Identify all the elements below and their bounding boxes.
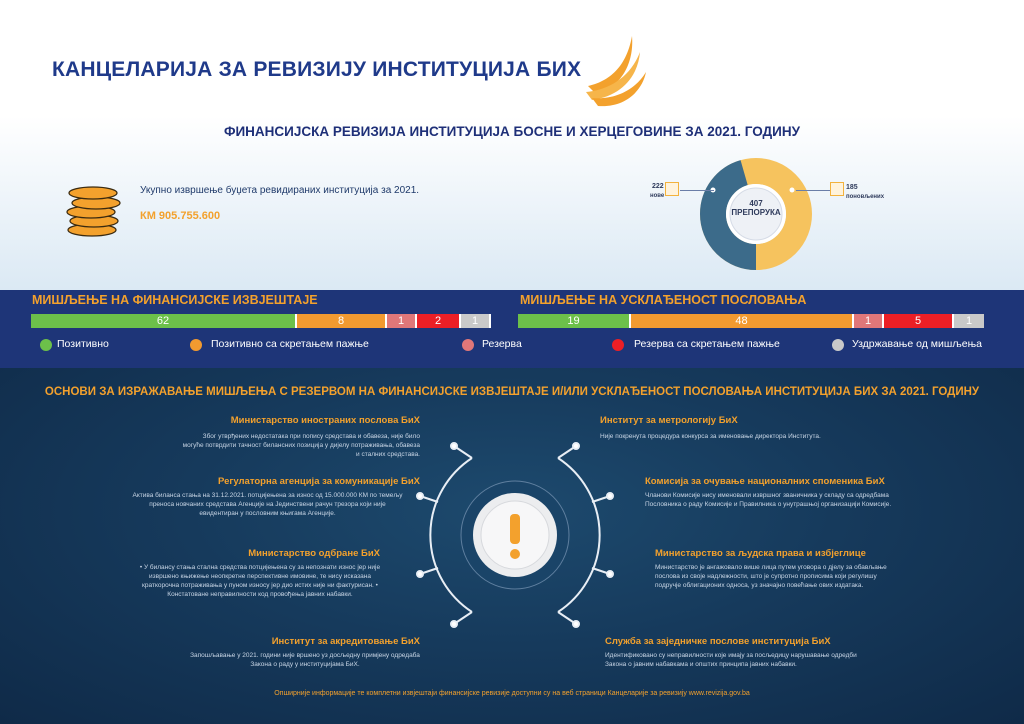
report-subtitle: ФИНАНСИЈСКА РЕВИЗИЈА ИНСТИТУЦИЈА БОСНЕ И ХЕРЦЕГОВИНЕ ЗА 2021. ГОДИНУ bbox=[223, 124, 801, 139]
legend-positive-emphasis-dot bbox=[190, 339, 202, 351]
org-title: КАНЦЕЛАРИЈА ЗА РЕВИЗИЈУ ИНСТИТУЦИЈА БИХ bbox=[52, 58, 582, 81]
ground-title-6: Комисија за очување националних споменика БиХ bbox=[645, 476, 885, 487]
warning-wheel bbox=[410, 440, 620, 630]
ground-title-2: Регулаторна агенција за комуникације БиХ bbox=[218, 476, 420, 487]
ground-title-5: Институт за метрологију БиХ bbox=[600, 415, 738, 426]
new-connector-line bbox=[680, 190, 714, 191]
ground-text-8: Идентификовано су неправилности које имају за посљедицу нарушавање одредби Закона о јавним набавкама и општих принципа јавних набавки. bbox=[605, 652, 857, 668]
financial-reserve-emphasis-segment: 2 bbox=[417, 314, 461, 328]
repeated-connector-line bbox=[796, 190, 830, 191]
grounds-title: ОСНОВИ ЗА ИЗРАЖАВАЊЕ МИШЉЕЊА С РЕЗЕРВОМ НА ФИНАНСИЈСКЕ ИЗВЈЕШТАЈЕ И/ИЛИ УСКЛАЂЕНОСТ ПОСЛОВАЊА ИНСТИТУЦИЈА БИХ ЗА 2021. ГОДИНУ bbox=[44, 386, 980, 398]
ground-text-3: • У билансу стања стална средства потцијењена су за непознати износ јер није извршено књижење неопкретне перспективне имовине, те нису исказана краткорочна потраживања у пуном износу јер дио истих није ни фактурисан. • Констатоване неправилности код провођења јавних набавки. bbox=[139, 564, 381, 598]
legend-reserve-emphasis: Резерва са скретањем пажње bbox=[634, 338, 780, 350]
new-recommendations-label: нове bbox=[650, 193, 665, 199]
legend-reserve: Резерва bbox=[482, 338, 522, 350]
compliance-opinion-bar bbox=[518, 314, 984, 328]
legend-withheld: Уздржавање од мишљења bbox=[852, 338, 982, 350]
financial-opinion-bar bbox=[31, 314, 491, 328]
ground-text-4: Запошљавање у 2021. години није вршено уз досљедну примјену одредаба Закона о раду у институцијама БиХ. bbox=[190, 652, 420, 668]
compliance-reserve-segment: 1 bbox=[854, 314, 884, 328]
coins-icon bbox=[64, 180, 126, 240]
ground-text-6: Чланови Комисије нису именовали извршног званичника у складу са одредбама Пословника о раду Комисије и Правилника о унутрашњој организацији Комисије. bbox=[645, 492, 892, 508]
recommendations-total-number: 407 bbox=[749, 199, 763, 208]
new-recommendations-icon bbox=[665, 182, 679, 196]
ground-title-1: Министарство иностраних послова БиХ bbox=[230, 415, 420, 426]
header-section bbox=[0, 0, 1024, 290]
legend-positive: Позитивно bbox=[57, 338, 109, 350]
financial-positive-segment: 62 bbox=[31, 314, 297, 328]
new-recommendations-number: 222 bbox=[652, 183, 664, 190]
recommendations-total-label: ПРЕПОРУКА bbox=[731, 208, 781, 217]
ground-text-1: Због утврђених недостатака при попису средстава и обавеза, није било могуће потврдити тачност билансних позиција у дијелу потраживања, обавеза и сталних средстава. bbox=[182, 433, 420, 458]
legend-withheld-dot bbox=[832, 339, 844, 351]
ground-title-7: Министарство за људска права и избјеглице bbox=[655, 548, 866, 559]
repeated-recommendations-number: 185 bbox=[846, 184, 858, 191]
legend-positive-dot bbox=[40, 339, 52, 351]
recommendations-total bbox=[722, 199, 790, 217]
financial-withheld-segment: 1 bbox=[461, 314, 489, 328]
legend-reserve-emphasis-dot bbox=[612, 339, 624, 351]
ground-title-3: Министарство одбране БиХ bbox=[248, 548, 380, 559]
financial-positive-emphasis-segment: 8 bbox=[297, 314, 387, 328]
budget-label: Укупно извршење буџета ревидираних институција за 2021. bbox=[140, 185, 420, 196]
repeated-recommendations-label: поновљених bbox=[846, 194, 885, 200]
compliance-opinion-title: МИШЉЕЊЕ НА УСКЛАЂЕНОСТ ПОСЛОВАЊА bbox=[520, 293, 807, 307]
compliance-positive-emphasis-segment: 48 bbox=[631, 314, 854, 328]
compliance-reserve-emphasis-segment: 5 bbox=[884, 314, 954, 328]
financial-opinion-title: МИШЉЕЊЕ НА ФИНАНСИЈСКЕ ИЗВЈЕШТАЈЕ bbox=[32, 293, 318, 307]
legend-positive-emphasis: Позитивно са скретањем пажње bbox=[211, 338, 369, 350]
compliance-positive-segment: 19 bbox=[518, 314, 631, 328]
legend-reserve-dot bbox=[462, 339, 474, 351]
ground-title-8: Служба за заједничке послове институција БиХ bbox=[605, 636, 831, 647]
repeated-recommendations-icon bbox=[830, 182, 844, 196]
budget-value: КМ 905.755.600 bbox=[140, 210, 221, 222]
ground-text-7: Министарство је ангажовало више лица путем уговора о дјелу за обављање послова из своје надлежности, што је супротно прописима који регулишу подручје облигационих односа, уз значајно повећање ових издатака. bbox=[655, 564, 887, 589]
footer-note: Опширније информације те комплетни извјештаји финансијске ревизије доступни су на веб страници Канцеларије за ревизију www.revizija.gov.ba bbox=[274, 690, 750, 697]
office-logo-icon bbox=[578, 30, 650, 112]
ground-text-2: Актива биланса стања на 31.12.2021. потцијењена за износ од 15.000.000 КМ по темељу преноса новчаних средстава Агенције на Јединствени рачун трезора који није евидентиран у пословним књигама Агенције. bbox=[132, 492, 403, 517]
ground-title-4: Институт за акредитовање БиХ bbox=[271, 636, 420, 647]
compliance-withheld-segment: 1 bbox=[954, 314, 984, 328]
financial-reserve-segment: 1 bbox=[387, 314, 417, 328]
ground-text-5: Није покренута процедура конкурса за именовање директора Института. bbox=[600, 433, 821, 440]
